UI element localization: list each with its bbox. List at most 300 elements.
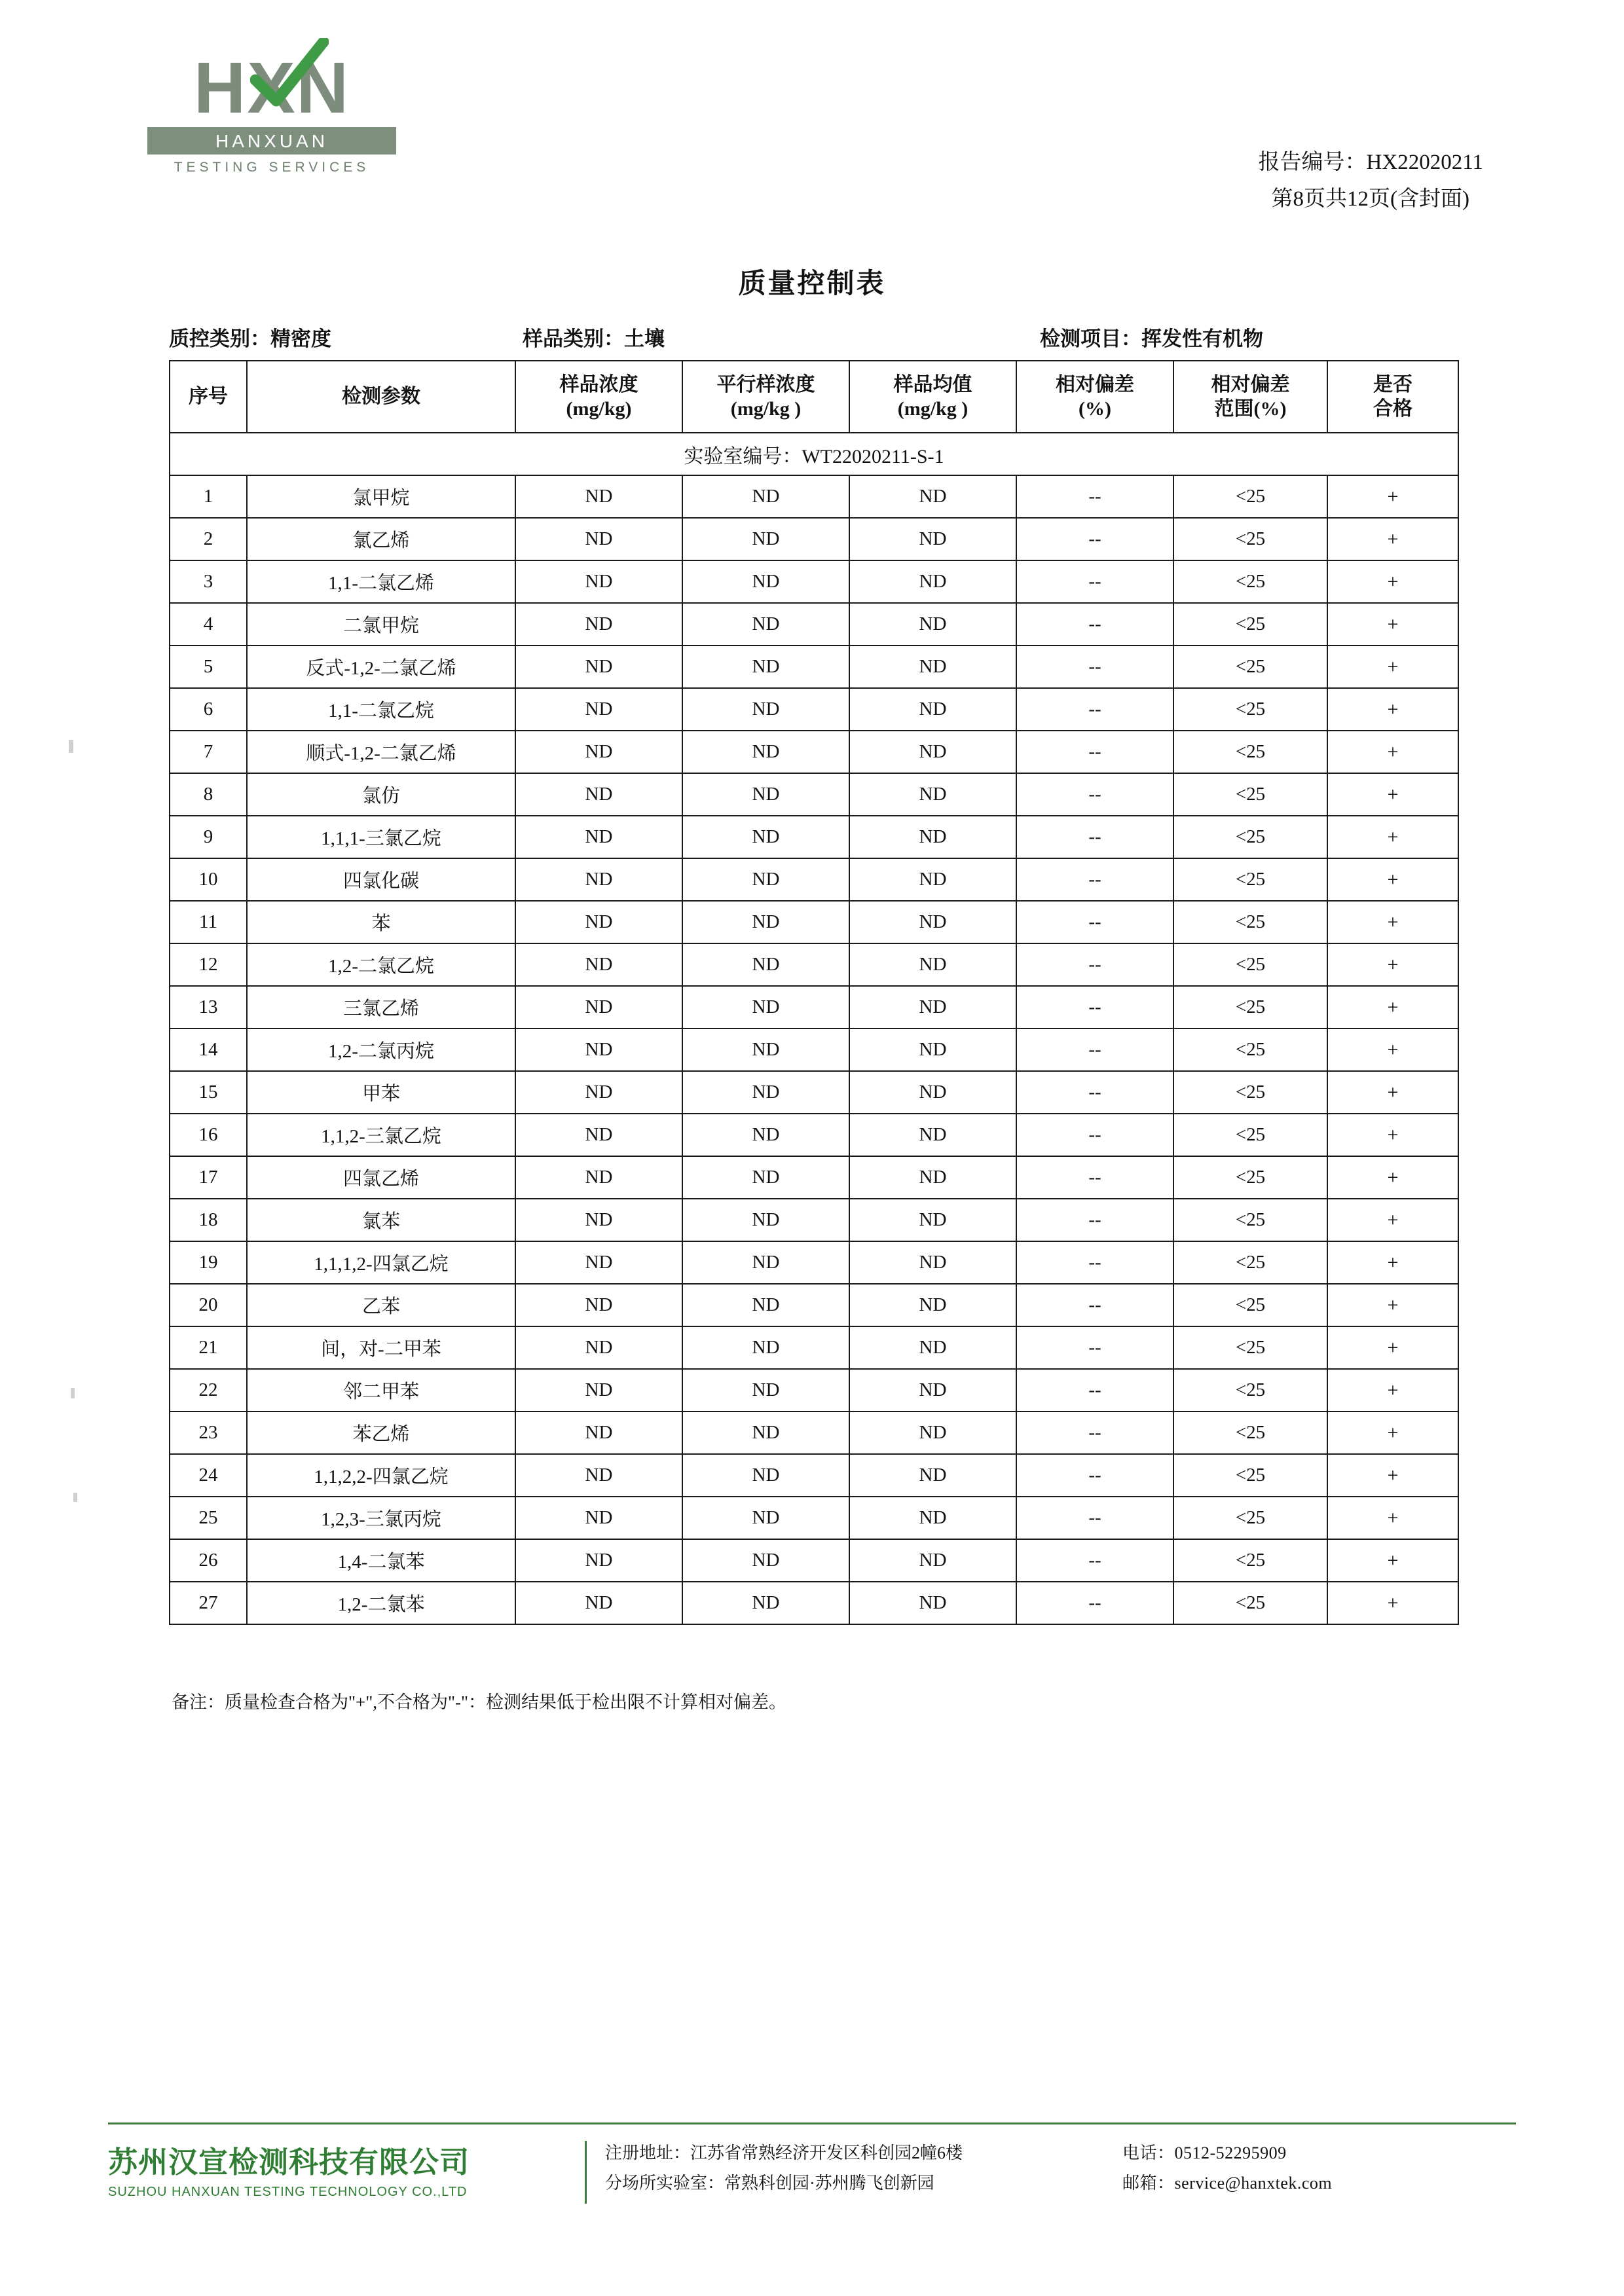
cell-dev: -- [1016,1412,1173,1454]
cell-pass: + [1327,1412,1458,1454]
cell-parallel: ND [682,943,849,986]
footer-address-lab: 分场所实验室：常熟科创园·苏州腾飞创新园 [605,2173,934,2193]
cell-mean: ND [849,858,1016,901]
cell-mean: ND [849,816,1016,858]
cell-range: <25 [1173,1029,1327,1071]
cell-range: <25 [1173,858,1327,901]
footer-company [108,2138,580,2200]
cell-mean: ND [849,1539,1016,1582]
check-mark-icon [250,38,329,117]
cell-no: 15 [170,1071,247,1114]
cell-range: <25 [1173,475,1327,518]
cell-dev: -- [1016,1326,1173,1369]
cell-param: 1,2-二氯苯 [247,1582,515,1624]
cell-dev: -- [1016,773,1173,816]
cell-param: 乙苯 [247,1284,515,1326]
cell-conc: ND [515,1156,682,1199]
cell-pass: + [1327,1582,1458,1624]
cell-pass: + [1327,1029,1458,1071]
cell-range: <25 [1173,731,1327,773]
table-row [170,688,1458,731]
logo-mark-icon [193,48,350,128]
table-row [170,1199,1458,1241]
cell-mean: ND [849,518,1016,560]
cell-dev: -- [1016,943,1173,986]
cell-range: <25 [1173,1412,1327,1454]
cell-no: 1 [170,475,247,518]
cell-pass: + [1327,816,1458,858]
cell-no: 2 [170,518,247,560]
cell-parallel: ND [682,773,849,816]
cell-parallel: ND [682,1326,849,1369]
cell-conc: ND [515,560,682,603]
cell-mean: ND [849,1114,1016,1156]
cell-pass: + [1327,1497,1458,1539]
cell-conc: ND [515,1326,682,1369]
footer-vertical-divider [585,2141,587,2204]
cell-pass: + [1327,475,1458,518]
cell-dev: -- [1016,1582,1173,1624]
cell-no: 21 [170,1326,247,1369]
cell-dev: -- [1016,603,1173,646]
cell-parallel: ND [682,1539,849,1582]
cell-conc: ND [515,1114,682,1156]
cell-parallel: ND [682,475,849,518]
cell-dev: -- [1016,1454,1173,1497]
cell-no: 19 [170,1241,247,1284]
cell-param: 甲苯 [247,1071,515,1114]
footer-phone: 电话：0512-52295909 [1122,2143,1287,2162]
table-row [170,1241,1458,1284]
footer-address-registered: 注册地址：江苏省常熟经济开发区科创园2幢6楼 [605,2143,963,2162]
cell-no: 5 [170,646,247,688]
cell-param: 1,1-二氯乙烯 [247,560,515,603]
cell-no: 8 [170,773,247,816]
table-row [170,1369,1458,1412]
cell-dev: -- [1016,816,1173,858]
th-parallel [682,361,849,433]
th-range-l1: 相对偏差 [1211,373,1290,395]
cell-parallel: ND [682,1497,849,1539]
logo-wordmark: HANXUAN [147,127,396,155]
cell-parallel: ND [682,1114,849,1156]
th-range-l2: 范围(%) [1214,398,1287,420]
cell-param: 三氯乙烯 [247,986,515,1029]
th-param [247,361,515,433]
cell-range: <25 [1173,1284,1327,1326]
cell-dev: -- [1016,731,1173,773]
cell-conc: ND [515,1241,682,1284]
logo-tagline: TESTING SERVICES [174,160,370,175]
cell-parallel: ND [682,731,849,773]
cell-dev: -- [1016,901,1173,943]
table-row [170,1497,1458,1539]
company-logo [147,48,396,175]
cell-range: <25 [1173,1369,1327,1412]
table-row [170,1454,1458,1497]
footer-divider [108,2123,1516,2124]
th-mean-l2: (mg/kg ) [897,398,969,420]
cell-parallel: ND [682,1412,849,1454]
th-mean-l1: 样品均值 [893,373,972,395]
cell-conc: ND [515,901,682,943]
cell-dev: -- [1016,858,1173,901]
cell-conc: ND [515,816,682,858]
cell-dev: -- [1016,1114,1173,1156]
table-row [170,646,1458,688]
table-row [170,1114,1458,1156]
cell-no: 12 [170,943,247,986]
lab-no-row [170,433,1458,475]
th-range [1173,361,1327,433]
cell-pass: + [1327,1454,1458,1497]
cell-pass: + [1327,901,1458,943]
cell-range: <25 [1173,901,1327,943]
cell-dev: -- [1016,1241,1173,1284]
cell-range: <25 [1173,603,1327,646]
th-no [170,361,247,433]
cell-param: 邻二甲苯 [247,1369,515,1412]
cell-conc: ND [515,1029,682,1071]
cell-no: 22 [170,1369,247,1412]
cell-range: <25 [1173,1454,1327,1497]
table-row [170,1156,1458,1199]
cell-mean: ND [849,688,1016,731]
cell-parallel: ND [682,816,849,858]
cell-no: 25 [170,1497,247,1539]
lab-no-cell: 实验室编号：WT22020211-S-1 [170,433,1458,475]
cell-no: 3 [170,560,247,603]
cell-pass: + [1327,986,1458,1029]
cell-dev: -- [1016,1369,1173,1412]
report-meta [1259,144,1483,217]
cell-mean: ND [849,986,1016,1029]
cell-dev: -- [1016,518,1173,560]
cell-mean: ND [849,1284,1016,1326]
cell-param: 1,2,3-三氯丙烷 [247,1497,515,1539]
cell-range: <25 [1173,646,1327,688]
th-param-l1: 检测参数 [342,386,420,408]
cell-conc: ND [515,688,682,731]
cell-pass: + [1327,1369,1458,1412]
cell-mean: ND [849,1241,1016,1284]
cell-parallel: ND [682,1156,849,1199]
cell-param: 1,1,2,2-四氯乙烷 [247,1454,515,1497]
logo-letters: HXN [193,48,350,128]
th-conc [515,361,682,433]
cell-dev: -- [1016,1539,1173,1582]
cell-no: 4 [170,603,247,646]
cell-dev: -- [1016,1199,1173,1241]
cell-dev: -- [1016,1071,1173,1114]
cell-conc: ND [515,1454,682,1497]
cell-no: 7 [170,731,247,773]
th-dev [1016,361,1173,433]
page-footer [0,2123,1624,2234]
cell-no: 16 [170,1114,247,1156]
th-parallel-l2: (mg/kg ) [730,398,802,420]
cell-pass: + [1327,1114,1458,1156]
table-row [170,858,1458,901]
table-body [170,433,1458,1624]
cell-parallel: ND [682,986,849,1029]
cell-no: 24 [170,1454,247,1497]
cell-pass: + [1327,773,1458,816]
cell-range: <25 [1173,773,1327,816]
table-row [170,603,1458,646]
cell-dev: -- [1016,688,1173,731]
cell-parallel: ND [682,1029,849,1071]
cell-range: <25 [1173,518,1327,560]
th-conc-l2: (mg/kg) [566,398,632,420]
page-header [0,39,1624,210]
cell-parallel: ND [682,858,849,901]
cell-mean: ND [849,1369,1016,1412]
table-row [170,1284,1458,1326]
cell-param: 四氯化碳 [247,858,515,901]
table-row [170,731,1458,773]
cell-no: 23 [170,1412,247,1454]
cell-param: 氯仿 [247,773,515,816]
cell-range: <25 [1173,1326,1327,1369]
table-note: 备注：质量检查合格为"+",不合格为"-"：检测结果低于检出限不计算相对偏差。 [172,1692,787,1712]
page-number: 第8页共12页(含封面) [1271,187,1470,211]
cell-mean: ND [849,1029,1016,1071]
table-row [170,1582,1458,1624]
cell-parallel: ND [682,1284,849,1326]
cell-param: 1,2-二氯丙烷 [247,1029,515,1071]
cell-range: <25 [1173,560,1327,603]
table-row [170,1412,1458,1454]
cell-dev: -- [1016,1156,1173,1199]
cell-parallel: ND [682,901,849,943]
cell-pass: + [1327,1241,1458,1284]
cell-pass: + [1327,1199,1458,1241]
cell-param: 1,1,1-三氯乙烷 [247,816,515,858]
cell-param: 四氯乙烯 [247,1156,515,1199]
cell-conc: ND [515,1369,682,1412]
cell-no: 10 [170,858,247,901]
cell-no: 14 [170,1029,247,1071]
cell-range: <25 [1173,1241,1327,1284]
cell-no: 26 [170,1539,247,1582]
th-dev-l2: (%) [1079,398,1111,420]
info-row [169,322,1466,352]
cell-range: <25 [1173,1582,1327,1624]
cell-mean: ND [849,1326,1016,1369]
th-conc-l1: 样品浓度 [559,373,638,395]
cell-parallel: ND [682,560,849,603]
cell-param: 1,2-二氯乙烷 [247,943,515,986]
cell-mean: ND [849,1497,1016,1539]
cell-conc: ND [515,1582,682,1624]
cell-conc: ND [515,1497,682,1539]
cell-pass: + [1327,1326,1458,1369]
th-mean [849,361,1016,433]
cell-range: <25 [1173,943,1327,986]
cell-conc: ND [515,646,682,688]
cell-no: 9 [170,816,247,858]
cell-param: 二氯甲烷 [247,603,515,646]
cell-mean: ND [849,603,1016,646]
cell-mean: ND [849,731,1016,773]
cell-pass: + [1327,560,1458,603]
cell-pass: + [1327,1284,1458,1326]
cell-param: 氯乙烯 [247,518,515,560]
cell-conc: ND [515,943,682,986]
cell-mean: ND [849,943,1016,986]
footer-address [605,2138,1103,2198]
cell-range: <25 [1173,1539,1327,1582]
cell-param: 顺式-1,2-二氯乙烯 [247,731,515,773]
cell-range: <25 [1173,688,1327,731]
cell-no: 18 [170,1199,247,1241]
table-row [170,1326,1458,1369]
table-row [170,518,1458,560]
th-pass-l2: 合格 [1373,398,1412,420]
table-row [170,1029,1458,1071]
cell-param: 1,1,1,2-四氯乙烷 [247,1241,515,1284]
cell-mean: ND [849,1199,1016,1241]
cell-pass: + [1327,518,1458,560]
footer-email: 邮箱：service@hanxtek.com [1122,2173,1333,2193]
page-title: 质量控制表 [738,269,886,299]
cell-conc: ND [515,1284,682,1326]
cell-param: 1,1-二氯乙烷 [247,688,515,731]
cell-mean: ND [849,475,1016,518]
cell-parallel: ND [682,1241,849,1284]
cell-dev: -- [1016,1029,1173,1071]
cell-parallel: ND [682,688,849,731]
cell-conc: ND [515,986,682,1029]
cell-param: 间，对-二甲苯 [247,1326,515,1369]
table-row [170,901,1458,943]
sample-type-label: 样品类别：土壤 [523,327,665,350]
cell-parallel: ND [682,1454,849,1497]
cell-conc: ND [515,1539,682,1582]
cell-pass: + [1327,603,1458,646]
cell-range: <25 [1173,1156,1327,1199]
cell-range: <25 [1173,1497,1327,1539]
table-row [170,560,1458,603]
cell-mean: ND [849,901,1016,943]
cell-pass: + [1327,688,1458,731]
cell-range: <25 [1173,1199,1327,1241]
footer-company-en: SUZHOU HANXUAN TESTING TECHNOLOGY CO.,LTD [108,2185,468,2199]
cell-no: 13 [170,986,247,1029]
cell-param: 氯苯 [247,1199,515,1241]
th-parallel-l1: 平行样浓度 [716,373,815,395]
cell-param: 苯乙烯 [247,1412,515,1454]
cell-dev: -- [1016,646,1173,688]
table-row [170,986,1458,1029]
cell-conc: ND [515,475,682,518]
cell-param: 1,4-二氯苯 [247,1539,515,1582]
cell-param: 反式-1,2-二氯乙烯 [247,646,515,688]
test-item-label: 检测项目：挥发性有机物 [1040,327,1263,350]
cell-range: <25 [1173,1071,1327,1114]
cell-conc: ND [515,773,682,816]
cell-range: <25 [1173,986,1327,1029]
table-header-row [170,361,1458,433]
cell-pass: + [1327,1539,1458,1582]
cell-dev: -- [1016,560,1173,603]
cell-no: 20 [170,1284,247,1326]
table-row [170,773,1458,816]
cell-conc: ND [515,1199,682,1241]
cell-param: 1,1,2-三氯乙烷 [247,1114,515,1156]
qc-type-label: 质控类别：精密度 [169,327,331,350]
report-number: 报告编号：HX22020211 [1258,151,1483,174]
cell-parallel: ND [682,1369,849,1412]
scan-artifact [71,1388,75,1398]
cell-no: 17 [170,1156,247,1199]
cell-conc: ND [515,1412,682,1454]
qc-table [169,360,1459,1625]
cell-conc: ND [515,518,682,560]
qc-table-wrapper [169,360,1458,1625]
cell-mean: ND [849,1582,1016,1624]
cell-no: 27 [170,1582,247,1624]
cell-dev: -- [1016,1284,1173,1326]
cell-parallel: ND [682,603,849,646]
table-row [170,1539,1458,1582]
cell-conc: ND [515,1071,682,1114]
th-no-l1: 序号 [189,386,228,408]
th-dev-l1: 相对偏差 [1056,373,1134,395]
cell-pass: + [1327,858,1458,901]
scan-artifact [73,1493,77,1502]
cell-range: <25 [1173,1114,1327,1156]
scan-artifact [69,740,73,753]
table-header [170,361,1458,433]
cell-dev: -- [1016,986,1173,1029]
cell-parallel: ND [682,518,849,560]
th-pass [1327,361,1458,433]
cell-mean: ND [849,1156,1016,1199]
cell-parallel: ND [682,1199,849,1241]
cell-parallel: ND [682,1582,849,1624]
table-row [170,816,1458,858]
cell-pass: + [1327,646,1458,688]
cell-conc: ND [515,603,682,646]
table-row [170,1071,1458,1114]
cell-mean: ND [849,773,1016,816]
cell-no: 11 [170,901,247,943]
cell-pass: + [1327,1156,1458,1199]
cell-mean: ND [849,1412,1016,1454]
table-row [170,943,1458,986]
cell-parallel: ND [682,646,849,688]
footer-contact [1103,2138,1516,2198]
cell-pass: + [1327,943,1458,986]
cell-no: 6 [170,688,247,731]
cell-conc: ND [515,731,682,773]
th-pass-l1: 是否 [1373,373,1412,395]
table-row [170,475,1458,518]
cell-mean: ND [849,1071,1016,1114]
cell-pass: + [1327,731,1458,773]
cell-param: 苯 [247,901,515,943]
cell-conc: ND [515,858,682,901]
cell-pass: + [1327,1071,1458,1114]
cell-range: <25 [1173,816,1327,858]
cell-param: 氯甲烷 [247,475,515,518]
cell-dev: -- [1016,475,1173,518]
cell-dev: -- [1016,1497,1173,1539]
footer-company-cn: 苏州汉宣检测科技有限公司 [108,2146,470,2179]
cell-mean: ND [849,1454,1016,1497]
